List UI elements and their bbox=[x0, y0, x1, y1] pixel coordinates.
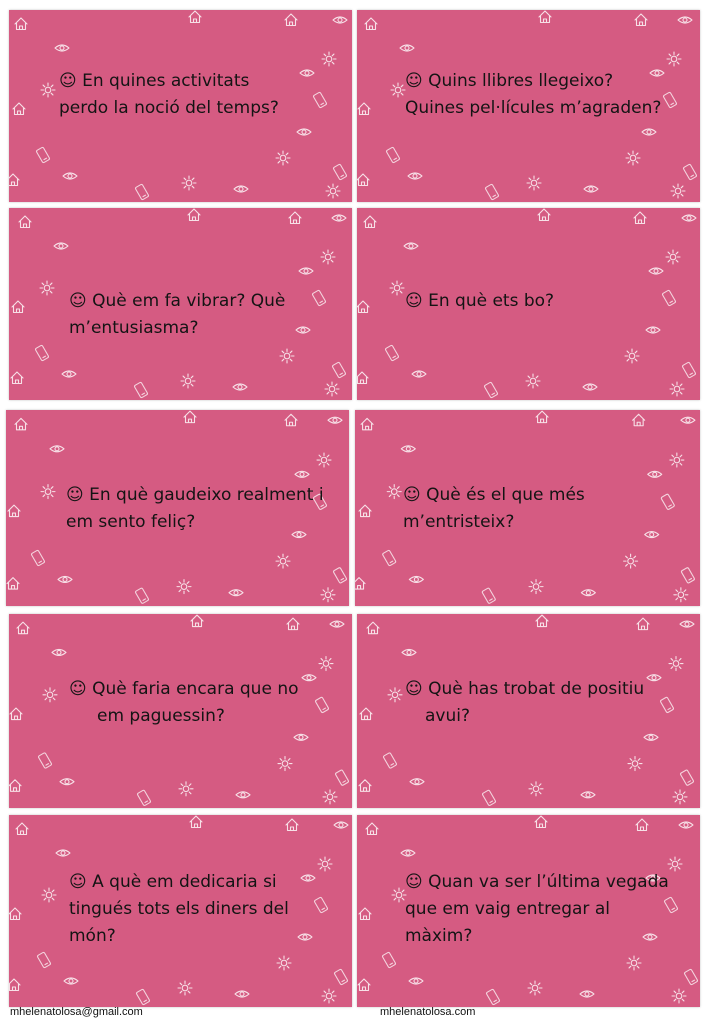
card-question: ☺ Què em fa vibrar? Què m’entusiasma? bbox=[69, 291, 286, 338]
eye-icon bbox=[644, 734, 658, 740]
sun-icon bbox=[278, 757, 292, 771]
eye-icon bbox=[60, 779, 74, 785]
eye-icon bbox=[63, 173, 77, 179]
eye-icon bbox=[297, 129, 311, 135]
sun-icon bbox=[670, 382, 684, 396]
eye-icon bbox=[645, 532, 659, 538]
house-icon bbox=[359, 505, 371, 516]
house-icon bbox=[19, 216, 31, 228]
house-icon bbox=[285, 14, 297, 26]
house-icon bbox=[536, 411, 548, 423]
footer-website: mhelenatolosa.com bbox=[380, 1006, 476, 1018]
house-icon bbox=[365, 18, 377, 30]
sun-icon bbox=[627, 956, 641, 970]
phone-icon bbox=[134, 382, 148, 398]
card-question: ☺ En què ets bo? bbox=[405, 291, 555, 311]
house-icon bbox=[15, 18, 27, 30]
eye-icon bbox=[235, 991, 249, 997]
eye-icon bbox=[679, 822, 693, 828]
phone-icon bbox=[137, 790, 151, 806]
eye-icon bbox=[334, 822, 348, 828]
eye-icon bbox=[330, 621, 344, 627]
eye-icon bbox=[678, 17, 692, 23]
eye-icon bbox=[332, 215, 346, 221]
eye-icon bbox=[584, 186, 598, 192]
eye-icon bbox=[302, 675, 316, 681]
sun-icon bbox=[387, 485, 401, 499]
phone-icon bbox=[681, 567, 695, 583]
sun-icon bbox=[325, 382, 339, 396]
sun-icon bbox=[41, 83, 55, 97]
sun-icon bbox=[277, 956, 291, 970]
sun-icon bbox=[181, 374, 195, 388]
eye-icon bbox=[299, 268, 313, 274]
house-icon bbox=[358, 979, 370, 991]
eye-icon bbox=[581, 792, 595, 798]
eye-icon bbox=[408, 173, 422, 179]
sun-icon bbox=[391, 83, 405, 97]
house-icon bbox=[189, 11, 201, 23]
house-icon bbox=[188, 209, 200, 221]
house-icon bbox=[11, 372, 23, 384]
question-card-7 bbox=[9, 614, 352, 808]
phone-icon bbox=[37, 952, 51, 968]
phone-icon bbox=[484, 382, 498, 398]
sun-icon bbox=[326, 184, 340, 198]
phone-icon bbox=[683, 164, 697, 180]
house-icon bbox=[289, 212, 301, 224]
house-icon bbox=[538, 209, 550, 221]
phone-icon bbox=[333, 164, 347, 180]
phone-icon bbox=[135, 184, 149, 200]
sun-icon bbox=[321, 250, 335, 264]
sun-icon bbox=[323, 790, 337, 804]
eye-icon bbox=[55, 45, 69, 51]
card-question: ☺ Què has trobat de positiu avui? bbox=[405, 679, 645, 726]
sun-icon bbox=[178, 981, 192, 995]
house-icon bbox=[9, 908, 21, 920]
house-icon bbox=[9, 780, 21, 792]
sun-icon bbox=[672, 989, 686, 1003]
question-card-9 bbox=[9, 815, 352, 1007]
sun-icon bbox=[392, 888, 406, 902]
question-card-10 bbox=[357, 815, 700, 1007]
sun-icon bbox=[669, 657, 683, 671]
eye-icon bbox=[298, 934, 312, 940]
phone-icon bbox=[382, 952, 396, 968]
house-icon bbox=[636, 819, 648, 831]
eye-icon bbox=[234, 186, 248, 192]
phone-icon bbox=[482, 790, 496, 806]
eye-icon bbox=[412, 371, 426, 377]
sun-icon bbox=[529, 580, 543, 594]
house-icon bbox=[535, 816, 547, 828]
house-icon bbox=[359, 780, 371, 792]
eye-icon bbox=[54, 243, 68, 249]
card-question: ☺ A què em dedicaria si tingués tots els diners del món? bbox=[69, 872, 289, 946]
eye-icon bbox=[333, 17, 347, 23]
card-question: ☺ Què és el que més m’entristeix? bbox=[403, 485, 585, 532]
house-icon bbox=[635, 14, 647, 26]
house-icon bbox=[633, 414, 645, 426]
house-icon bbox=[357, 174, 369, 186]
eye-icon bbox=[233, 384, 247, 390]
eye-icon bbox=[229, 590, 243, 596]
house-icon bbox=[15, 418, 27, 430]
phone-icon bbox=[661, 494, 675, 510]
sun-icon bbox=[280, 349, 294, 363]
eye-icon bbox=[580, 991, 594, 997]
eye-icon bbox=[646, 327, 660, 333]
eye-icon bbox=[58, 576, 72, 582]
eye-icon bbox=[50, 446, 64, 452]
phone-icon bbox=[136, 989, 150, 1005]
phone-icon bbox=[312, 290, 326, 306]
question-card-1 bbox=[9, 10, 352, 202]
house-icon bbox=[190, 816, 202, 828]
phone-icon bbox=[38, 752, 52, 768]
sun-icon bbox=[43, 688, 57, 702]
sun-icon bbox=[319, 657, 333, 671]
phone-icon bbox=[486, 989, 500, 1005]
question-card-5 bbox=[6, 410, 349, 606]
phone-icon bbox=[680, 770, 694, 786]
house-icon bbox=[634, 212, 646, 224]
house-icon bbox=[285, 414, 297, 426]
sun-icon bbox=[671, 184, 685, 198]
sun-icon bbox=[668, 857, 682, 871]
card-question: ☺ Quan va ser l’última vegada que em vaig entregar al màxim? bbox=[405, 872, 669, 946]
eye-icon bbox=[402, 649, 416, 655]
house-icon bbox=[357, 301, 369, 313]
phone-icon bbox=[36, 147, 50, 163]
eye-icon bbox=[410, 779, 424, 785]
sun-icon bbox=[526, 374, 540, 388]
sun-icon bbox=[670, 453, 684, 467]
eye-icon bbox=[294, 734, 308, 740]
eye-icon bbox=[404, 243, 418, 249]
sun-icon bbox=[674, 588, 688, 602]
house-icon bbox=[191, 615, 203, 627]
phone-icon bbox=[335, 770, 349, 786]
house-icon bbox=[536, 615, 548, 627]
phone-icon bbox=[382, 550, 396, 566]
house-icon bbox=[9, 174, 19, 186]
house-icon bbox=[10, 708, 22, 720]
eye-icon bbox=[649, 268, 663, 274]
eye-icon bbox=[64, 978, 78, 984]
house-icon bbox=[17, 622, 29, 634]
phone-icon bbox=[660, 697, 674, 713]
phone-icon bbox=[135, 588, 149, 604]
eye-icon bbox=[300, 70, 314, 76]
eye-icon bbox=[681, 417, 695, 423]
card-question: ☺ En què gaudeixo realment i em sento feliç? bbox=[66, 485, 324, 532]
phone-icon bbox=[333, 567, 347, 583]
phone-icon bbox=[35, 345, 49, 361]
house-icon bbox=[367, 622, 379, 634]
eye-icon bbox=[62, 371, 76, 377]
question-card-3 bbox=[9, 208, 352, 400]
house-icon bbox=[287, 618, 299, 630]
eye-icon bbox=[682, 215, 696, 221]
phone-icon bbox=[332, 362, 346, 378]
house-icon bbox=[539, 11, 551, 23]
question-card-8 bbox=[357, 614, 700, 808]
sun-icon bbox=[276, 554, 290, 568]
house-icon bbox=[7, 578, 19, 590]
card-question: ☺ Quins llibres llegeixo? Quines pel·lícules m’agraden? bbox=[405, 71, 662, 118]
sun-icon bbox=[388, 688, 402, 702]
phone-icon bbox=[314, 897, 328, 913]
phone-icon bbox=[385, 345, 399, 361]
house-icon bbox=[364, 216, 376, 228]
house-icon bbox=[637, 618, 649, 630]
eye-icon bbox=[328, 417, 342, 423]
sun-icon bbox=[40, 281, 54, 295]
question-card-6 bbox=[355, 410, 700, 606]
sun-icon bbox=[673, 790, 687, 804]
eye-icon bbox=[409, 576, 423, 582]
card-question: ☺ Què faria encara que no em paguessin? bbox=[69, 679, 299, 726]
eye-icon bbox=[56, 850, 70, 856]
house-icon bbox=[13, 103, 25, 115]
house-icon bbox=[357, 372, 368, 384]
eye-icon bbox=[400, 45, 414, 51]
phone-icon bbox=[684, 969, 698, 985]
sun-icon bbox=[628, 757, 642, 771]
sun-icon bbox=[321, 588, 335, 602]
house-icon bbox=[355, 578, 365, 590]
house-icon bbox=[286, 819, 298, 831]
sun-icon bbox=[42, 888, 56, 902]
eye-icon bbox=[680, 621, 694, 627]
eye-icon bbox=[648, 471, 662, 477]
house-icon bbox=[361, 418, 373, 430]
eye-icon bbox=[401, 850, 415, 856]
eye-icon bbox=[581, 590, 595, 596]
house-icon bbox=[16, 823, 28, 835]
sun-icon bbox=[182, 176, 196, 190]
house-icon bbox=[359, 908, 371, 920]
eye-icon bbox=[301, 875, 315, 881]
eye-icon bbox=[409, 978, 423, 984]
sun-icon bbox=[527, 176, 541, 190]
house-icon bbox=[12, 301, 24, 313]
sun-icon bbox=[625, 349, 639, 363]
house-icon bbox=[366, 823, 378, 835]
phone-icon bbox=[315, 697, 329, 713]
sun-icon bbox=[179, 782, 193, 796]
house-icon bbox=[358, 103, 370, 115]
house-icon bbox=[184, 411, 196, 423]
phone-icon bbox=[662, 290, 676, 306]
sun-icon bbox=[41, 485, 55, 499]
phone-icon bbox=[482, 588, 496, 604]
eye-icon bbox=[583, 384, 597, 390]
sun-icon bbox=[666, 250, 680, 264]
sun-icon bbox=[528, 981, 542, 995]
phone-icon bbox=[682, 362, 696, 378]
sun-icon bbox=[318, 857, 332, 871]
phone-icon bbox=[663, 92, 677, 108]
phone-icon bbox=[386, 147, 400, 163]
house-icon bbox=[9, 979, 20, 991]
sun-icon bbox=[317, 453, 331, 467]
eye-icon bbox=[642, 129, 656, 135]
sun-icon bbox=[624, 554, 638, 568]
eye-icon bbox=[401, 446, 415, 452]
phone-icon bbox=[383, 752, 397, 768]
sun-icon bbox=[177, 580, 191, 594]
house-icon bbox=[360, 708, 372, 720]
phone-icon bbox=[334, 969, 348, 985]
eye-icon bbox=[52, 649, 66, 655]
phone-icon bbox=[313, 92, 327, 108]
eye-icon bbox=[236, 792, 250, 798]
footer-email: mhelenatolosa@gmail.com bbox=[10, 1006, 143, 1018]
eye-icon bbox=[647, 675, 661, 681]
sun-icon bbox=[276, 151, 290, 165]
sun-icon bbox=[322, 52, 336, 66]
phone-icon bbox=[31, 550, 45, 566]
sun-icon bbox=[322, 989, 336, 1003]
sun-icon bbox=[626, 151, 640, 165]
house-icon bbox=[8, 505, 20, 516]
sun-icon bbox=[667, 52, 681, 66]
card-question: ☺ En quines activitats perdo la noció del temps? bbox=[59, 71, 279, 118]
question-card-2 bbox=[357, 10, 700, 202]
phone-icon bbox=[485, 184, 499, 200]
eye-icon bbox=[295, 471, 309, 477]
sun-icon bbox=[390, 281, 404, 295]
sun-icon bbox=[529, 782, 543, 796]
eye-icon bbox=[296, 327, 310, 333]
question-card-4 bbox=[357, 208, 700, 400]
